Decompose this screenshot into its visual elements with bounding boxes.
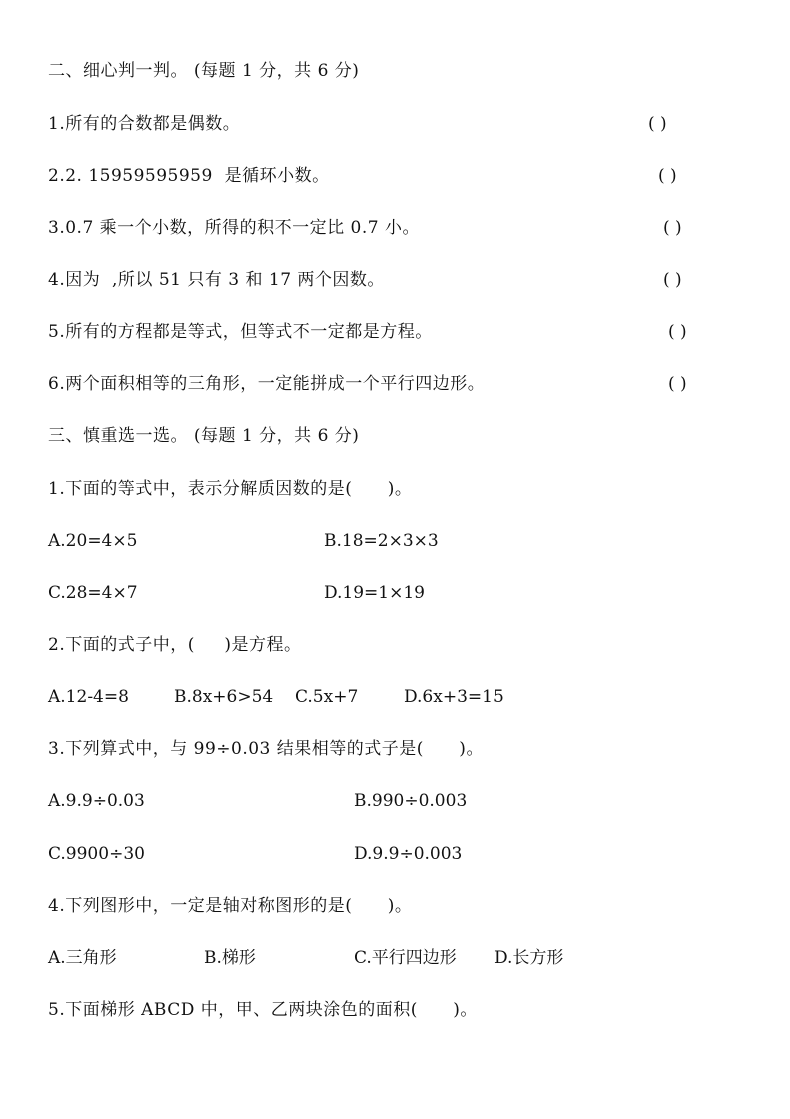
choice-question-5: 5.下面梯形 ABCD 中，甲、乙两块涂色的面积( )。 xyxy=(48,1000,478,1020)
q1-option-d[interactable]: D.19=1×19 xyxy=(324,583,425,603)
q4-option-a[interactable]: A.三角形 xyxy=(48,948,117,968)
q3-option-d[interactable]: D.9.9÷0.003 xyxy=(354,844,463,864)
answer-blank-4[interactable]: ( ) xyxy=(663,270,682,290)
q1-option-b[interactable]: B.18=2×3×3 xyxy=(324,531,439,551)
q4-option-d[interactable]: D.长方形 xyxy=(494,948,564,968)
q1-option-a[interactable]: A.20=4×5 xyxy=(48,531,138,551)
q3-option-c[interactable]: C.9900÷30 xyxy=(48,844,145,864)
answer-blank-3[interactable]: ( ) xyxy=(663,218,682,238)
section-2-heading: 二、细心判一判。 (每题 1 分，共 6 分) xyxy=(48,61,360,81)
answer-blank-5[interactable]: ( ) xyxy=(668,322,687,342)
section-3-heading: 三、慎重选一选。 (每题 1 分，共 6 分) xyxy=(48,426,360,446)
q2-option-d[interactable]: D.6x+3=15 xyxy=(404,687,504,707)
q4-option-b[interactable]: B.梯形 xyxy=(204,948,256,968)
q3-option-a[interactable]: A.9.9÷0.03 xyxy=(48,791,145,811)
judge-item-1: 1.所有的合数都是偶数。 xyxy=(48,114,241,134)
answer-blank-2[interactable]: ( ) xyxy=(658,166,677,186)
q2-option-c[interactable]: C.5x+7 xyxy=(295,687,359,707)
answer-blank-6[interactable]: ( ) xyxy=(668,374,687,394)
q2-option-b[interactable]: B.8x+6>54 xyxy=(174,687,274,707)
q3-option-b[interactable]: B.990÷0.003 xyxy=(354,791,468,811)
choice-question-3: 3.下列算式中，与 99÷0.03 结果相等的式子是( )。 xyxy=(48,739,484,759)
judge-item-4: 4.因为 ,所以 51 只有 3 和 17 两个因数。 xyxy=(48,270,385,290)
answer-blank-1[interactable]: ( ) xyxy=(648,114,667,134)
q2-option-a[interactable]: A.12-4=8 xyxy=(48,687,129,707)
judge-item-6: 6.两个面积相等的三角形，一定能拼成一个平行四边形。 xyxy=(48,374,486,394)
choice-question-1: 1.下面的等式中，表示分解质因数的是( )。 xyxy=(48,479,413,499)
judge-item-2: 2.2. 15959595959 是循环小数。 xyxy=(48,166,330,186)
q4-option-c[interactable]: C.平行四边形 xyxy=(354,948,457,968)
judge-item-3: 3.0.7 乘一个小数，所得的积不一定比 0.7 小。 xyxy=(48,218,421,238)
choice-question-4: 4.下列图形中，一定是轴对称图形的是( )。 xyxy=(48,896,413,916)
choice-question-2: 2.下面的式子中，( )是方程。 xyxy=(48,635,302,655)
judge-item-5: 5.所有的方程都是等式，但等式不一定都是方程。 xyxy=(48,322,433,342)
q1-option-c[interactable]: C.28=4×7 xyxy=(48,583,138,603)
